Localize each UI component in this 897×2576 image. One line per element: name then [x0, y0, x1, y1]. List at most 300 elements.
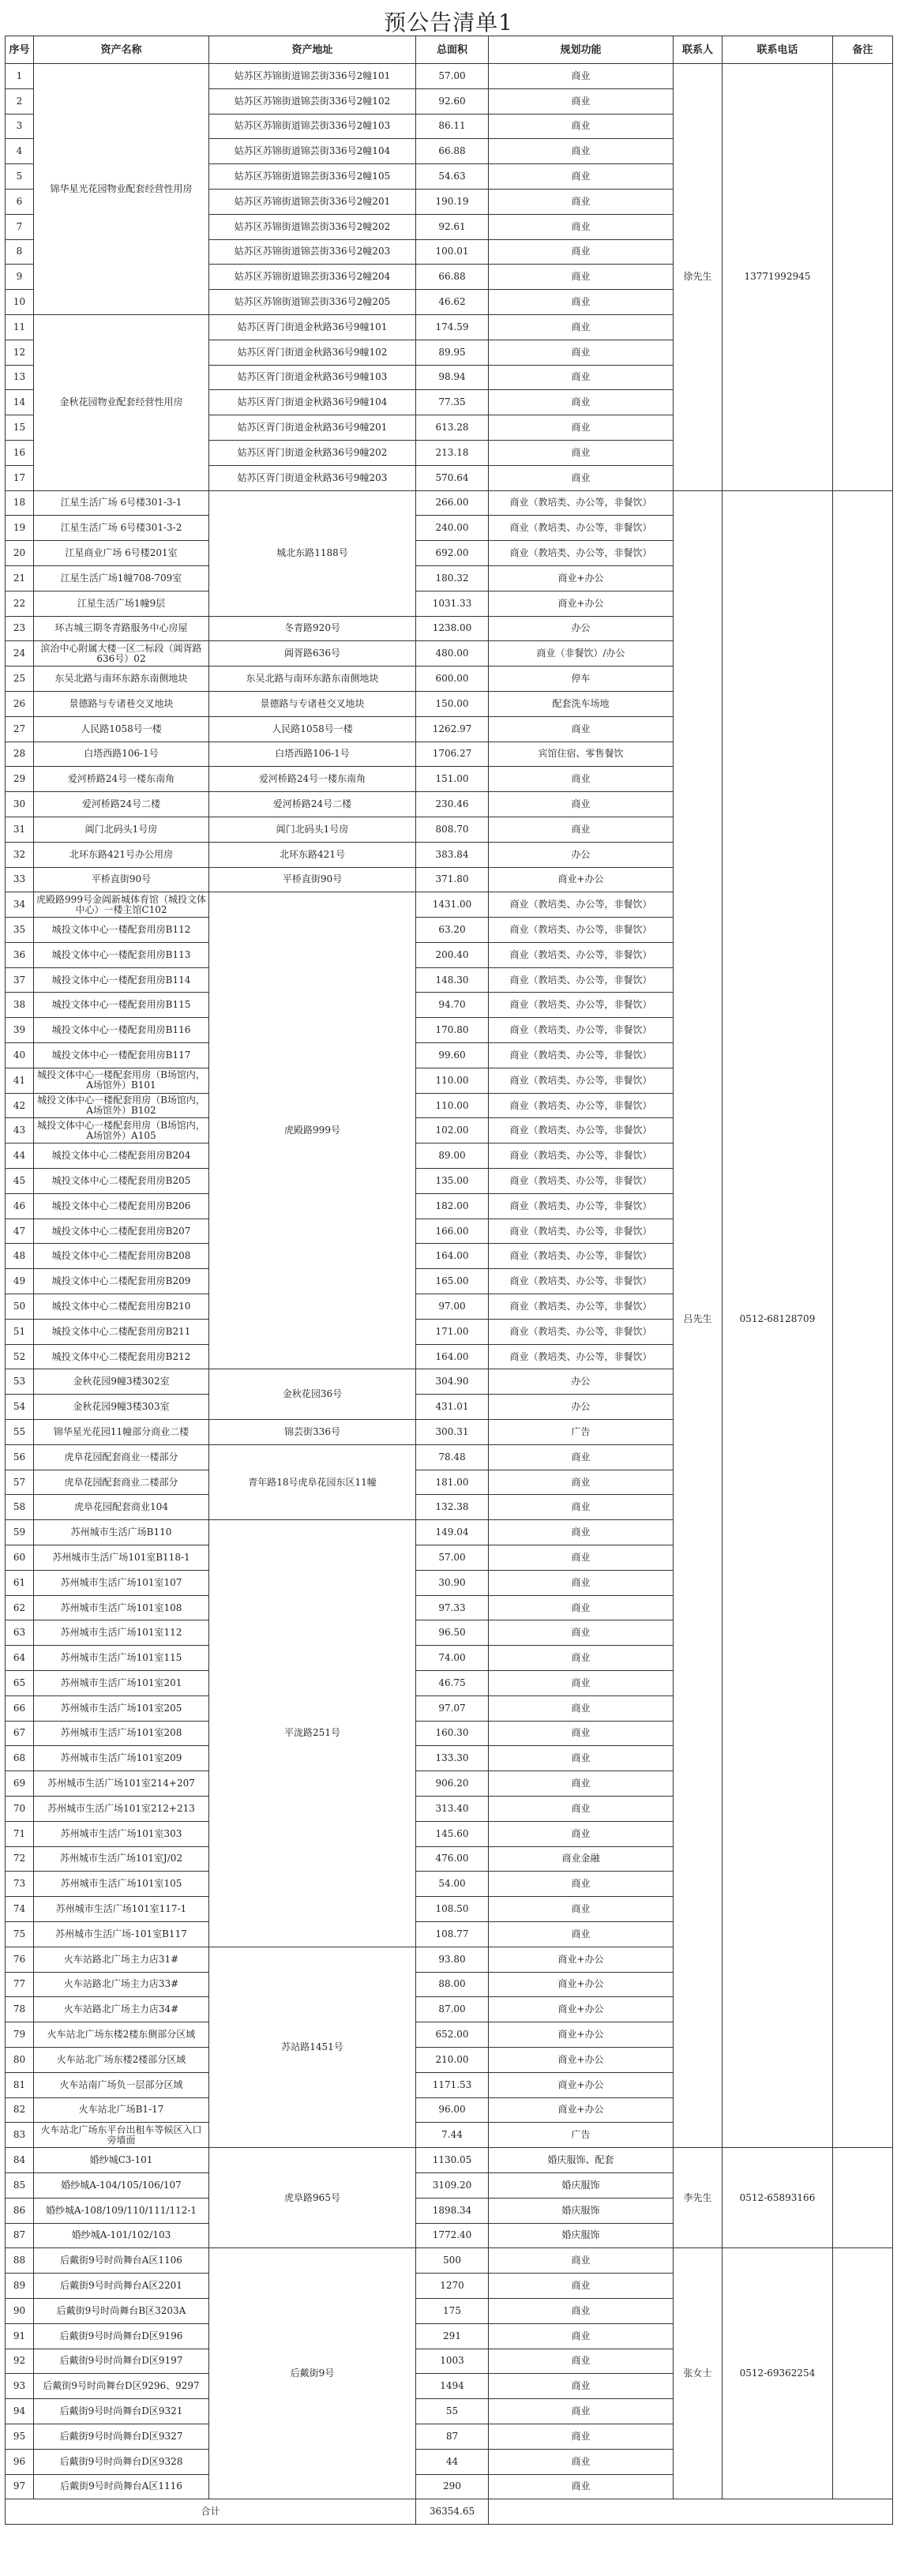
row-number: 71 [6, 1821, 34, 1846]
asset-address: 姑苏区胥门街道金秋路36号9幢104 [209, 390, 416, 415]
planned-function: 商业（教培类、办公等，非餐饮） [489, 967, 674, 993]
asset-name: 城投文体中心一楼配套用房B115 [34, 993, 209, 1018]
asset-name: 后戴街9号时尚舞台D区9296、9297 [34, 2374, 209, 2399]
asset-address: 冬青路920号 [209, 616, 416, 641]
row-number: 97 [6, 2474, 34, 2499]
asset-name: 苏州城市生活广场101室214+207 [34, 1771, 209, 1797]
total-area: 371.80 [416, 867, 489, 892]
asset-name: 城投文体中心二楼配套用房B211 [34, 1319, 209, 1344]
asset-name: 江星生活广场 6号楼301-3-2 [34, 516, 209, 541]
row-number: 7 [6, 214, 34, 239]
asset-address: 北环东路421号 [209, 842, 416, 867]
row-number: 90 [6, 2298, 34, 2323]
total-area: 906.20 [416, 1771, 489, 1797]
asset-name: 虎阜花园配套商业104 [34, 1495, 209, 1520]
total-area: 132.38 [416, 1495, 489, 1520]
asset-name: 婚纱城A-104/105/106/107 [34, 2172, 209, 2198]
row-number: 91 [6, 2323, 34, 2349]
row-number: 86 [6, 2198, 34, 2223]
asset-name: 城投文体中心一楼配套用房B117 [34, 1043, 209, 1068]
planned-function: 商业 [489, 2449, 674, 2474]
table-row [6, 2148, 893, 2173]
row-number: 41 [6, 1068, 34, 1093]
planned-function: 商业（教培类、办公等，非餐饮） [489, 1294, 674, 1320]
total-area: 149.04 [416, 1520, 489, 1545]
total-area: 78.48 [416, 1444, 489, 1470]
row-number: 26 [6, 691, 34, 716]
row-number: 24 [6, 641, 34, 667]
total-area: 89.95 [416, 340, 489, 365]
planned-function: 办公 [489, 1369, 674, 1395]
planned-function: 商业+办公 [489, 1947, 674, 1972]
total-area: 180.32 [416, 565, 489, 591]
row-number: 38 [6, 993, 34, 1018]
row-number: 9 [6, 265, 34, 290]
asset-name: 火车站北广场B1-17 [34, 2097, 209, 2123]
row-number: 32 [6, 842, 34, 867]
row-number: 15 [6, 415, 34, 441]
row-number: 52 [6, 1344, 34, 1369]
asset-address: 姑苏区胥门街道金秋路36号9幢201 [209, 415, 416, 441]
total-area: 1171.53 [416, 2072, 489, 2097]
row-number: 59 [6, 1520, 34, 1545]
planned-function: 商业 [489, 2374, 674, 2399]
row-number: 72 [6, 1846, 34, 1872]
total-area: 151.00 [416, 767, 489, 792]
asset-address: 姑苏区苏锦街道锦芸街336号2幢104 [209, 139, 416, 164]
asset-name: 苏州城市生活广场101室212+213 [34, 1796, 209, 1821]
asset-name: 平桥直街90号 [34, 867, 209, 892]
planned-function: 商业（教培类、办公等，非餐饮） [489, 1068, 674, 1093]
total-area: 1898.34 [416, 2198, 489, 2223]
row-number: 17 [6, 465, 34, 490]
planned-function: 商业（教培类、办公等，非餐饮） [489, 516, 674, 541]
asset-name: 火车站路北广场主力店34# [34, 1997, 209, 2022]
row-number: 16 [6, 440, 34, 465]
total-area: 165.00 [416, 1269, 489, 1294]
planned-function: 商业 [489, 767, 674, 792]
asset-name: 虎阜花园配套商业一楼部分 [34, 1444, 209, 1470]
asset-address: 爱河桥路24号一楼东南角 [209, 767, 416, 792]
row-number: 1 [6, 64, 34, 89]
planned-function: 商业 [489, 1746, 674, 1771]
planned-function: 商业 [489, 114, 674, 139]
row-number: 13 [6, 365, 34, 390]
planned-function: 商业+办公 [489, 1997, 674, 2022]
total-area: 290 [416, 2474, 489, 2499]
asset-name: 后戴街9号时尚舞台B区3203A [34, 2298, 209, 2323]
asset-name: 景德路与专诸巷交叉地块 [34, 691, 209, 716]
planned-function: 停车 [489, 667, 674, 692]
planned-function: 商业 [489, 1570, 674, 1595]
asset-name: 苏州城市生活广场101室303 [34, 1821, 209, 1846]
row-number: 63 [6, 1620, 34, 1646]
asset-address: 姑苏区苏锦街道锦芸街336号2幢101 [209, 64, 416, 89]
total-area: 1031.33 [416, 591, 489, 616]
row-number: 73 [6, 1872, 34, 1897]
planned-function: 商业 [489, 2274, 674, 2299]
row-number: 18 [6, 490, 34, 516]
row-number: 34 [6, 892, 34, 918]
asset-address: 姑苏区苏锦街道锦芸街336号2幢201 [209, 189, 416, 214]
planned-function: 商业（教培类、办公等，非餐饮） [489, 1169, 674, 1194]
planned-function: 商业 [489, 290, 674, 315]
asset-name: 火车站路北广场主力店31# [34, 1947, 209, 1972]
total-area: 476.00 [416, 1846, 489, 1872]
asset-address: 姑苏区胥门街道金秋路36号9幢101 [209, 314, 416, 340]
planned-function: 商业 [489, 1671, 674, 1696]
planned-function: 商业 [489, 1595, 674, 1620]
total-row [6, 2499, 893, 2525]
row-number: 66 [6, 1695, 34, 1721]
total-area: 1003 [416, 2349, 489, 2374]
planned-function: 商业（教培类、办公等，非餐饮） [489, 490, 674, 516]
asset-name: 城投文体中心一楼配套用房B112 [34, 918, 209, 943]
row-number: 81 [6, 2072, 34, 2097]
total-area: 7.44 [416, 2123, 489, 2148]
total-area: 1262.97 [416, 716, 489, 742]
asset-address: 姑苏区胥门街道金秋路36号9幢203 [209, 465, 416, 490]
total-area: 171.00 [416, 1319, 489, 1344]
asset-address: 景德路与专诸巷交叉地块 [209, 691, 416, 716]
planned-function: 商业（教培类、办公等，非餐饮） [489, 541, 674, 566]
asset-name: 婚纱城A-108/109/110/111/112-1 [34, 2198, 209, 2223]
asset-name: 苏州城市生活广场101室209 [34, 1746, 209, 1771]
asset-address: 姑苏区苏锦街道锦芸街336号2幢105 [209, 164, 416, 190]
total-area: 570.64 [416, 465, 489, 490]
asset-name: 后戴街9号时尚舞台D区9321 [34, 2399, 209, 2424]
table-row [6, 490, 893, 516]
asset-address: 姑苏区胥门街道金秋路36号9幢202 [209, 440, 416, 465]
row-number: 45 [6, 1169, 34, 1194]
asset-address: 姑苏区苏锦街道锦芸街336号2幢205 [209, 290, 416, 315]
planned-function: 商业（教培类、办公等，非餐饮） [489, 1344, 674, 1369]
planned-function: 商业 [489, 340, 674, 365]
contact-person: 吕先生 [674, 490, 722, 2148]
planned-function: 商业（教培类、办公等，非餐饮） [489, 1269, 674, 1294]
planned-function: 商业 [489, 314, 674, 340]
contact-phone: 0512-65893166 [722, 2148, 833, 2248]
total-area: 92.61 [416, 214, 489, 239]
planned-function: 商业 [489, 817, 674, 842]
total-area: 94.70 [416, 993, 489, 1018]
row-number: 10 [6, 290, 34, 315]
row-number: 87 [6, 2223, 34, 2248]
asset-name: 苏州城市生活广场101室108 [34, 1595, 209, 1620]
asset-name: 后戴街9号时尚舞台D区9196 [34, 2323, 209, 2349]
asset-name: 城投文体中心二楼配套用房B209 [34, 1269, 209, 1294]
asset-address: 平桥直街90号 [209, 867, 416, 892]
asset-name: 白塔西路106-1号 [34, 742, 209, 767]
planned-function: 婚庆服饰 [489, 2172, 674, 2198]
planned-function: 婚庆服饰 [489, 2223, 674, 2248]
header-cell: 联系人 [674, 36, 722, 64]
asset-name: 火车站北广场东平台出租车等候区入口旁墙面 [34, 2123, 209, 2148]
total-area: 266.00 [416, 490, 489, 516]
asset-address: 姑苏区胥门街道金秋路36号9幢102 [209, 340, 416, 365]
planned-function: 配套洗车场地 [489, 691, 674, 716]
row-number: 67 [6, 1721, 34, 1746]
row-number: 95 [6, 2424, 34, 2449]
asset-name: 江星生活广场1幢9层 [34, 591, 209, 616]
planned-function: 商业（非餐饮）/办公 [489, 641, 674, 667]
row-number: 89 [6, 2274, 34, 2299]
row-number: 78 [6, 1997, 34, 2022]
planned-function: 商业 [489, 415, 674, 441]
row-number: 37 [6, 967, 34, 993]
total-area: 613.28 [416, 415, 489, 441]
total-area: 97.00 [416, 1294, 489, 1320]
asset-name: 苏州城市生活广场101室205 [34, 1695, 209, 1721]
planned-function: 商业 [489, 2298, 674, 2323]
contact-phone: 0512-68128709 [722, 490, 833, 2148]
asset-name: 婚纱城A-101/102/103 [34, 2223, 209, 2248]
total-area: 77.35 [416, 390, 489, 415]
planned-function: 广告 [489, 2123, 674, 2148]
row-number: 42 [6, 1093, 34, 1118]
planned-function: 商业 [489, 1520, 674, 1545]
total-area: 92.60 [416, 88, 489, 114]
asset-address: 青年路18号虎阜花园东区11幢 [209, 1444, 416, 1519]
asset-address: 锦芸街336号 [209, 1420, 416, 1445]
header-cell: 资产地址 [209, 36, 416, 64]
header-cell: 资产名称 [34, 36, 209, 64]
total-area: 480.00 [416, 641, 489, 667]
planned-function: 商业 [489, 465, 674, 490]
planned-function: 商业（教培类、办公等，非餐饮） [489, 1043, 674, 1068]
asset-name: 苏州城市生活广场-101室B117 [34, 1921, 209, 1947]
row-number: 47 [6, 1219, 34, 1244]
total-area: 46.75 [416, 1671, 489, 1696]
row-number: 8 [6, 239, 34, 265]
planned-function: 商业（教培类、办公等，非餐饮） [489, 1118, 674, 1143]
contact-person: 李先生 [674, 2148, 722, 2248]
row-number: 40 [6, 1043, 34, 1068]
asset-name: 苏州城市生活广场101室J/02 [34, 1846, 209, 1872]
total-area: 210.00 [416, 2047, 489, 2072]
total-area: 213.18 [416, 440, 489, 465]
planned-function: 婚庆服饰 [489, 2198, 674, 2223]
row-number: 53 [6, 1369, 34, 1395]
row-number: 62 [6, 1595, 34, 1620]
row-number: 69 [6, 1771, 34, 1797]
row-number: 77 [6, 1972, 34, 1997]
total-area: 230.46 [416, 792, 489, 817]
total-area: 30.90 [416, 1570, 489, 1595]
row-number: 2 [6, 88, 34, 114]
total-area: 99.60 [416, 1043, 489, 1068]
planned-function: 商业 [489, 239, 674, 265]
total-area: 110.00 [416, 1068, 489, 1093]
asset-name: 城投文体中心一楼配套用房B114 [34, 967, 209, 993]
planned-function: 商业+办公 [489, 1972, 674, 1997]
total-area: 652.00 [416, 2022, 489, 2048]
total-area: 166.00 [416, 1219, 489, 1244]
row-number: 6 [6, 189, 34, 214]
total-area: 383.84 [416, 842, 489, 867]
planned-function: 商业 [489, 440, 674, 465]
asset-name: 苏州城市生活广场101室208 [34, 1721, 209, 1746]
contact-phone: 0512-69362254 [722, 2248, 833, 2499]
asset-name: 虎阜花园配套商业二楼部分 [34, 1470, 209, 1495]
planned-function: 商业（教培类、办公等，非餐饮） [489, 1219, 674, 1244]
planned-function: 商业 [489, 1646, 674, 1671]
asset-address: 人民路1058号一楼 [209, 716, 416, 742]
asset-name: 城投文体中心二楼配套用房B205 [34, 1169, 209, 1194]
row-number: 51 [6, 1319, 34, 1344]
total-area: 1431.00 [416, 892, 489, 918]
total-area: 1494 [416, 2374, 489, 2399]
total-label: 合计 [6, 2499, 416, 2525]
total-area: 74.00 [416, 1646, 489, 1671]
row-number: 65 [6, 1671, 34, 1696]
planned-function: 商业 [489, 214, 674, 239]
table-header-row [6, 36, 893, 64]
row-number: 60 [6, 1545, 34, 1571]
row-number: 23 [6, 616, 34, 641]
asset-name: 爱河桥路24号一楼东南角 [34, 767, 209, 792]
planned-function: 商业+办公 [489, 591, 674, 616]
planned-function: 商业 [489, 2399, 674, 2424]
row-number: 19 [6, 516, 34, 541]
row-number: 4 [6, 139, 34, 164]
asset-name: 后戴街9号时尚舞台D区9197 [34, 2349, 209, 2374]
row-number: 30 [6, 792, 34, 817]
row-number: 92 [6, 2349, 34, 2374]
row-number: 5 [6, 164, 34, 190]
total-area: 100.01 [416, 239, 489, 265]
asset-name: 苏州城市生活广场101室112 [34, 1620, 209, 1646]
asset-name: 火车站路北广场主力店33# [34, 1972, 209, 1997]
planned-function: 商业+办公 [489, 2097, 674, 2123]
asset-name: 城投文体中心二楼配套用房B210 [34, 1294, 209, 1320]
asset-name: 苏州城市生活广场101室115 [34, 1646, 209, 1671]
planned-function: 商业 [489, 1695, 674, 1721]
planned-function: 商业 [489, 139, 674, 164]
asset-name: 苏州城市生活广场101室105 [34, 1872, 209, 1897]
asset-name: 东吴北路与南环东路东南侧地块 [34, 667, 209, 692]
table-body [6, 64, 893, 2525]
total-area: 300.31 [416, 1420, 489, 1445]
row-number: 84 [6, 2148, 34, 2173]
planned-function: 商业+办公 [489, 565, 674, 591]
remark-cell [833, 2148, 893, 2248]
row-number: 54 [6, 1395, 34, 1420]
asset-address: 姑苏区苏锦街道锦芸街336号2幢102 [209, 88, 416, 114]
total-area: 600.00 [416, 667, 489, 692]
asset-name: 城投文体中心二楼配套用房B212 [34, 1344, 209, 1369]
planned-function: 商业金融 [489, 1846, 674, 1872]
total-area: 182.00 [416, 1193, 489, 1219]
asset-name: 城投文体中心二楼配套用房B208 [34, 1244, 209, 1269]
row-number: 35 [6, 918, 34, 943]
row-number: 57 [6, 1470, 34, 1495]
total-area: 54.63 [416, 164, 489, 190]
total-area: 97.33 [416, 1595, 489, 1620]
asset-name: 锦华星光花园物业配套经营性用房 [34, 64, 209, 315]
total-area: 108.77 [416, 1921, 489, 1947]
planned-function: 商业 [489, 1470, 674, 1495]
row-number: 44 [6, 1143, 34, 1169]
asset-name: 阊门北码头1号房 [34, 817, 209, 842]
planned-function: 商业+办公 [489, 2047, 674, 2072]
planned-function: 商业+办公 [489, 2072, 674, 2097]
row-number: 68 [6, 1746, 34, 1771]
header-cell: 总面积 [416, 36, 489, 64]
row-number: 20 [6, 541, 34, 566]
row-number: 55 [6, 1420, 34, 1445]
asset-name: 爱河桥路24号二楼 [34, 792, 209, 817]
total-area: 1270 [416, 2274, 489, 2299]
row-number: 79 [6, 2022, 34, 2048]
planned-function: 商业（教培类、办公等，非餐饮） [489, 892, 674, 918]
total-area: 57.00 [416, 64, 489, 89]
total-area: 1706.27 [416, 742, 489, 767]
total-area: 3109.20 [416, 2172, 489, 2198]
planned-function: 商业（教培类、办公等，非餐饮） [489, 993, 674, 1018]
total-area: 240.00 [416, 516, 489, 541]
total-area: 110.00 [416, 1093, 489, 1118]
total-area: 500 [416, 2248, 489, 2274]
asset-name: 城投文体中心二楼配套用房B206 [34, 1193, 209, 1219]
total-area: 86.11 [416, 114, 489, 139]
asset-address: 姑苏区苏锦街道锦芸街336号2幢203 [209, 239, 416, 265]
total-area: 808.70 [416, 817, 489, 842]
asset-name: 后戴街9号时尚舞台D区9328 [34, 2449, 209, 2474]
planned-function: 商业 [489, 164, 674, 190]
row-number: 83 [6, 2123, 34, 2148]
row-number: 46 [6, 1193, 34, 1219]
row-number: 14 [6, 390, 34, 415]
total-area: 145.60 [416, 1821, 489, 1846]
total-area: 1238.00 [416, 616, 489, 641]
table-row [6, 2248, 893, 2274]
total-area: 175 [416, 2298, 489, 2323]
planned-function: 商业 [489, 2248, 674, 2274]
total-area: 174.59 [416, 314, 489, 340]
row-number: 11 [6, 314, 34, 340]
asset-name: 城投文体中心一楼配套用房B113 [34, 942, 209, 967]
asset-name: 北环东路421号办公用房 [34, 842, 209, 867]
asset-name: 人民路1058号一楼 [34, 716, 209, 742]
total-area: 54.00 [416, 1872, 489, 1897]
row-number: 3 [6, 114, 34, 139]
row-number: 21 [6, 565, 34, 591]
remark-cell [833, 490, 893, 2148]
total-empty [489, 2499, 893, 2525]
table-row [6, 64, 893, 89]
planned-function: 办公 [489, 616, 674, 641]
planned-function: 商业 [489, 189, 674, 214]
contact-person: 徐先生 [674, 64, 722, 491]
row-number: 43 [6, 1118, 34, 1143]
asset-name: 环古城三期冬青路服务中心房屋 [34, 616, 209, 641]
contact-person: 张女士 [674, 2248, 722, 2499]
asset-address: 苏站路1451号 [209, 1947, 416, 2147]
total-area: 102.00 [416, 1118, 489, 1143]
asset-name: 城投文体中心一楼配套用房（B场馆内，A场馆外）B101 [34, 1068, 209, 1093]
total-area: 291 [416, 2323, 489, 2349]
total-area: 1130.05 [416, 2148, 489, 2173]
planned-function: 商业 [489, 1545, 674, 1571]
row-number: 12 [6, 340, 34, 365]
planned-function: 商业（教培类、办公等，非餐饮） [489, 1143, 674, 1169]
total-area: 1772.40 [416, 2223, 489, 2248]
planned-function: 商业 [489, 2323, 674, 2349]
total-area: 98.94 [416, 365, 489, 390]
total-area: 200.40 [416, 942, 489, 967]
total-area: 57.00 [416, 1545, 489, 1571]
